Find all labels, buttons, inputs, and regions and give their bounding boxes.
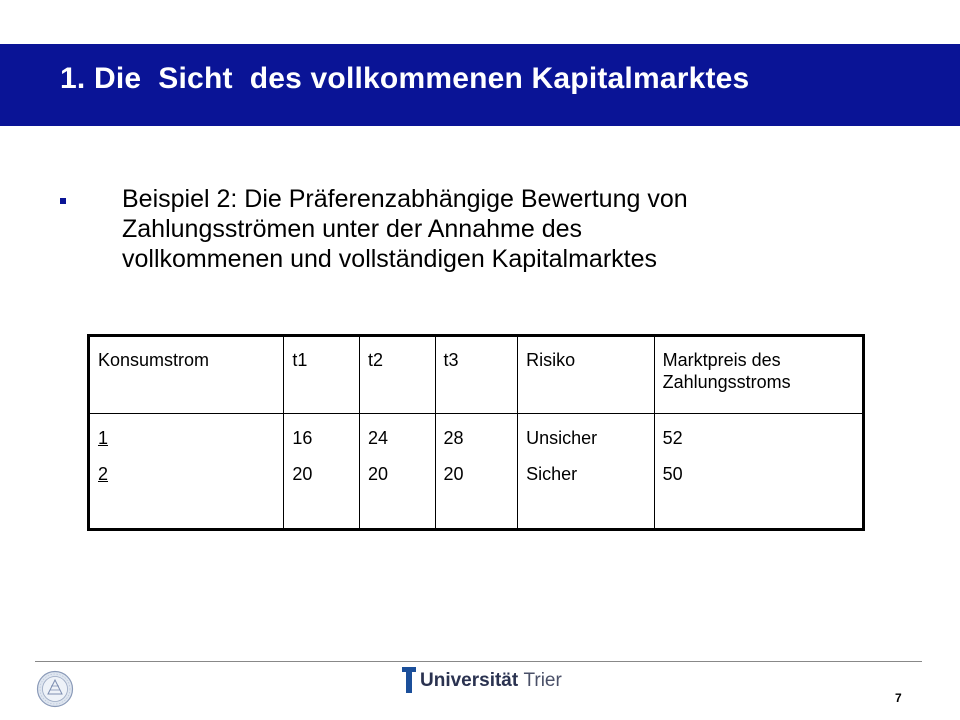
cell-t3 (435, 414, 518, 530)
header-t2: t2 (359, 336, 435, 414)
cell-t2 (359, 414, 435, 530)
risiko-value-2: Sicher (526, 464, 578, 484)
table-header-row (89, 336, 864, 414)
t2-value-2: 20 (367, 464, 388, 484)
page-number: 7 (895, 691, 902, 705)
t1-value-2: 20 (292, 464, 313, 484)
t1-value-1: 16 (292, 428, 313, 448)
footer-divider (35, 661, 922, 662)
logo-text-bold: Universität (420, 670, 519, 691)
t3-value-1: 28 (443, 428, 464, 448)
logo-text (420, 670, 562, 692)
header-marktpreis: Marktpreis des Zahlungsstroms (654, 336, 863, 414)
cell-risiko (518, 414, 655, 530)
header-risiko: Risiko (518, 336, 655, 414)
cell-konsumstrom (89, 414, 284, 530)
table-row (89, 414, 864, 530)
slide-title: 1. Die Sicht des vollkommenen Kapitalmarktes (60, 62, 750, 95)
t3-value-2: 20 (443, 464, 464, 484)
cell-t1 (284, 414, 360, 530)
logo-text-light: Trier (523, 670, 562, 691)
konsumstrom-1: 1 (98, 428, 109, 448)
cash-flow-table (87, 334, 865, 531)
marktpreis-value-2: 50 (662, 464, 683, 484)
header-t1: t1 (284, 336, 360, 414)
bullet-text: Beispiel 2: Die Präferenzabhängige Bewertung von Zahlungsströmen unter der Annahme des vollkommenen und vollständigen Kapitalmarktes (122, 185, 688, 273)
risiko-value-1: Unsicher (526, 428, 598, 448)
konsumstrom-2: 2 (98, 464, 109, 484)
universitaet-trier-logo-icon (402, 667, 416, 693)
header-t3: t3 (435, 336, 518, 414)
university-seal-icon (36, 670, 74, 708)
bullet-square-icon (60, 198, 66, 204)
marktpreis-value-1: 52 (662, 428, 683, 448)
header-konsumstrom: Konsumstrom (89, 336, 284, 414)
cell-marktpreis (654, 414, 863, 530)
t2-value-1: 24 (367, 428, 388, 448)
